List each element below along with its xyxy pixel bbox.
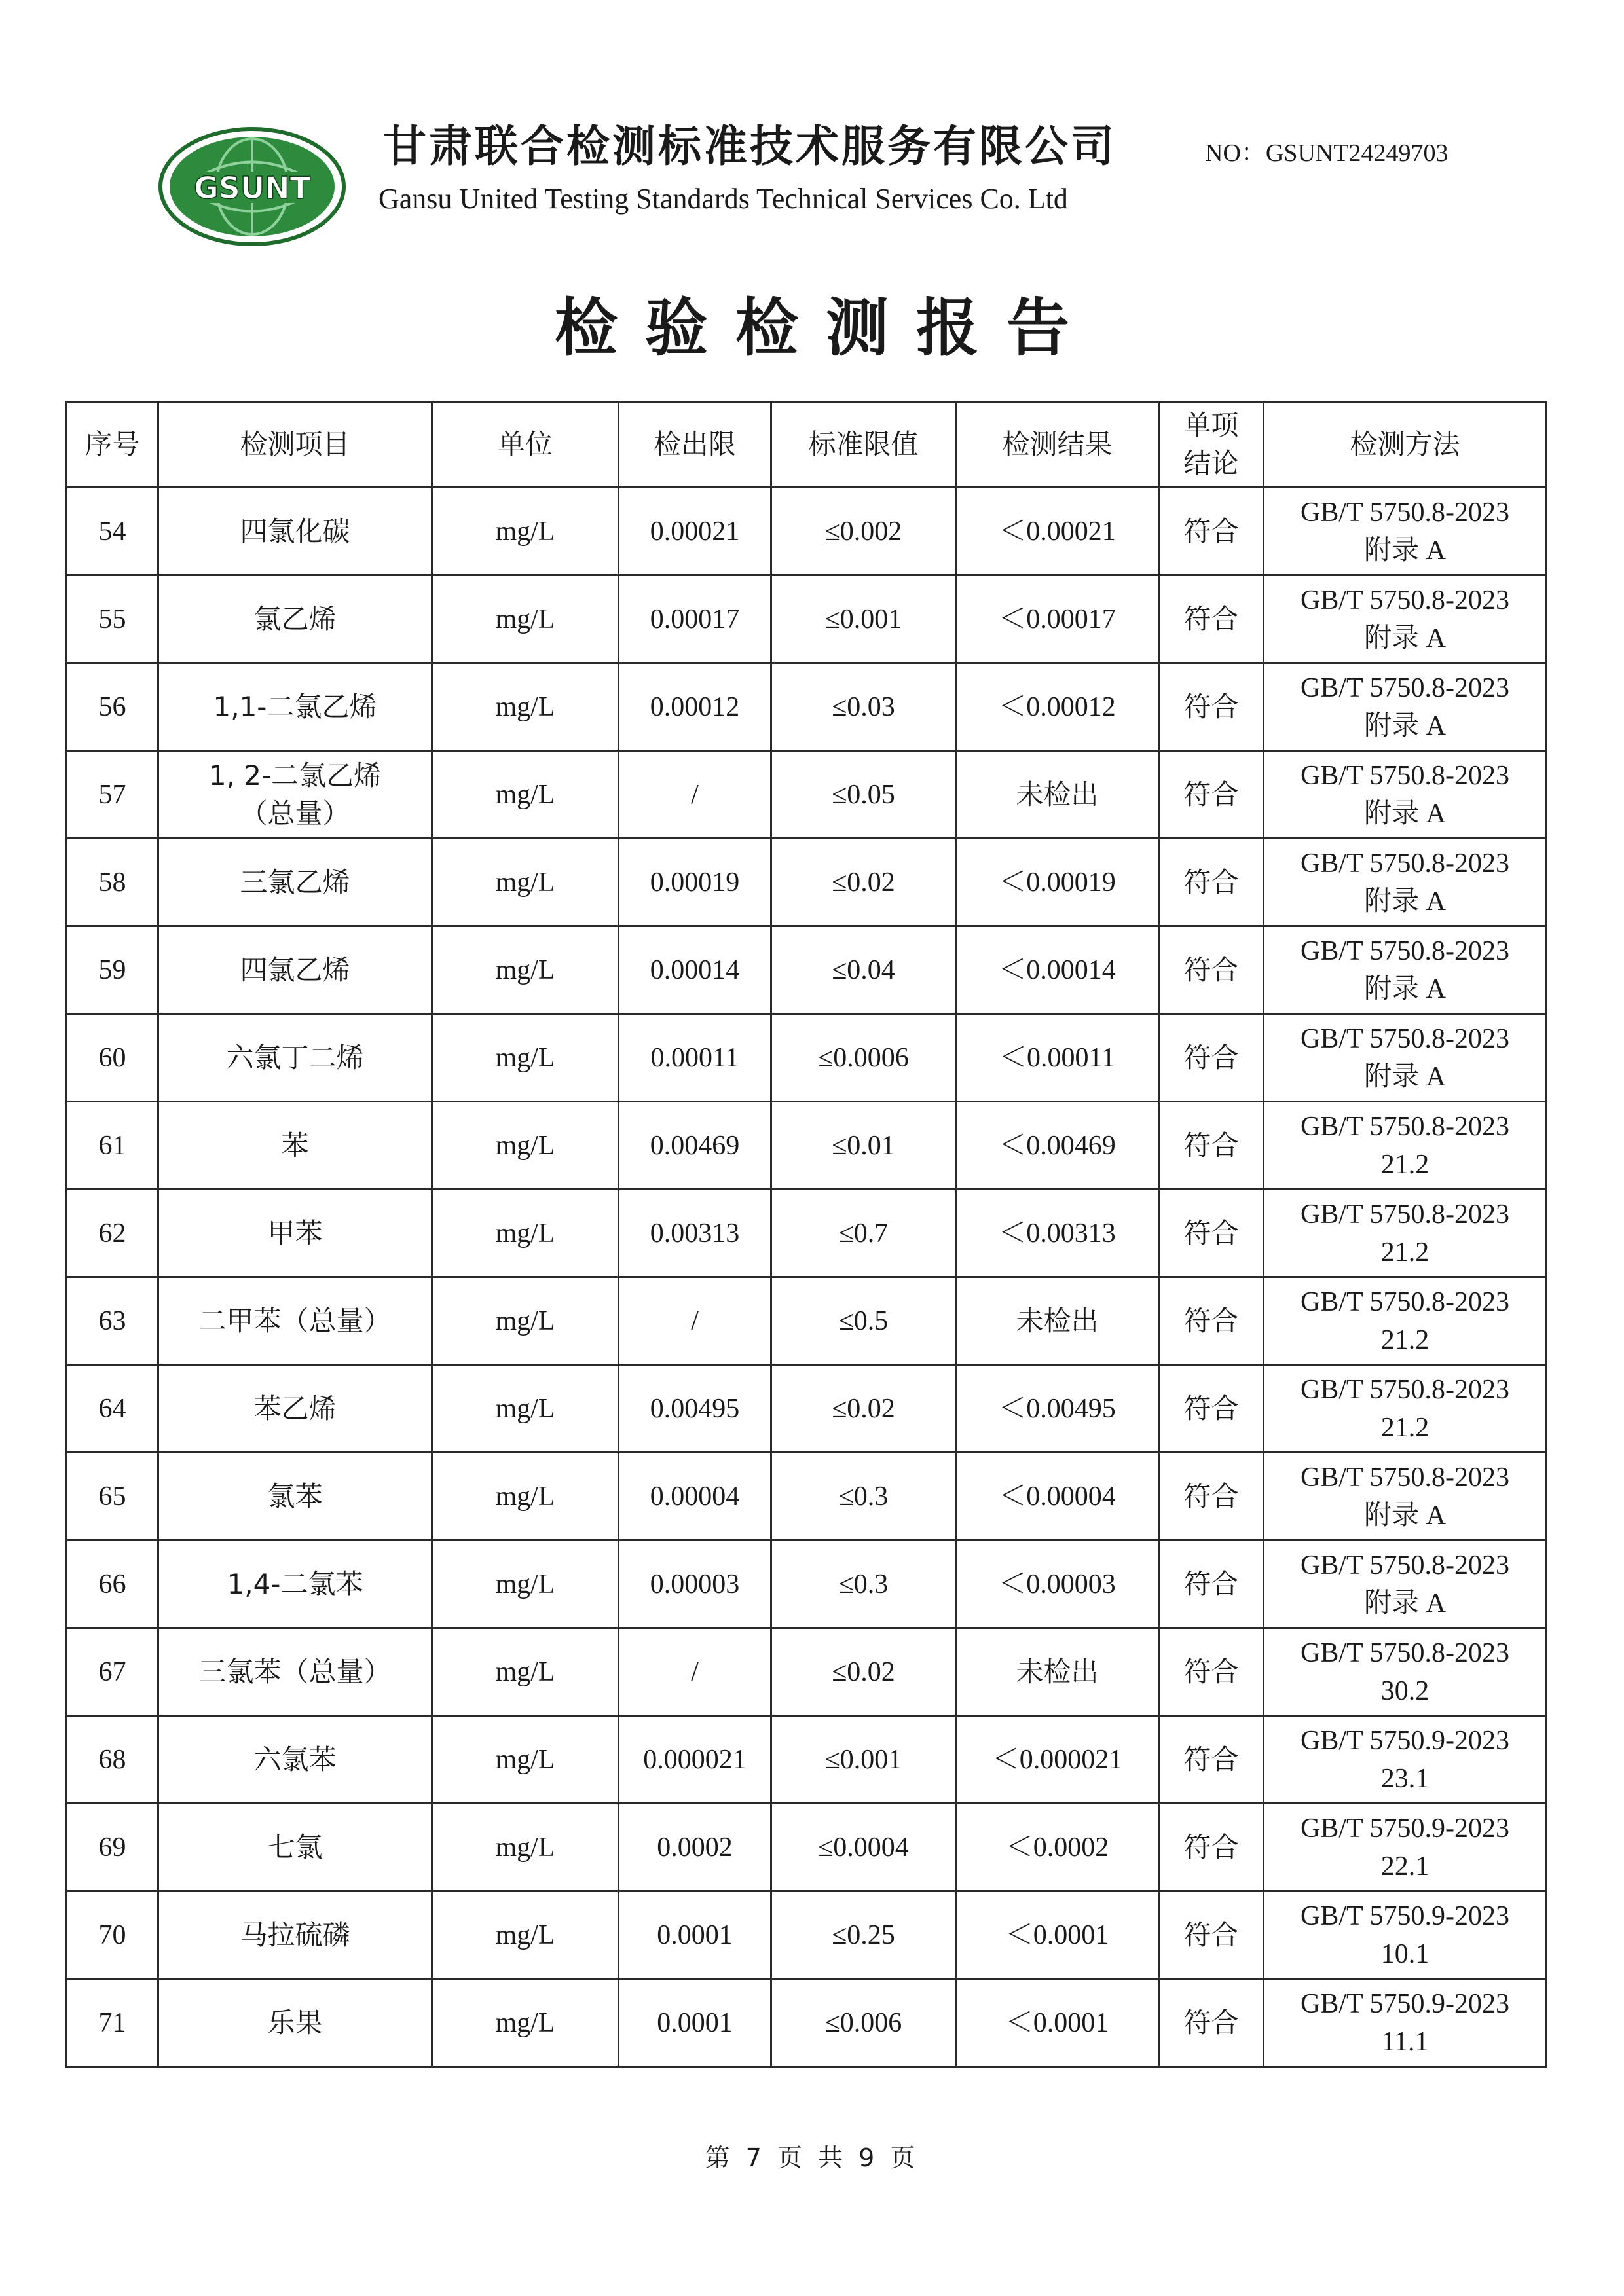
cell-no: 61 bbox=[67, 1102, 158, 1190]
table-row bbox=[67, 1365, 1547, 1453]
cell-method bbox=[1264, 1453, 1547, 1540]
cell-method bbox=[1264, 751, 1547, 839]
cell-limit: ≤0.006 bbox=[771, 1979, 956, 2067]
cell-limit: ≤0.02 bbox=[771, 1365, 956, 1453]
cell-unit: mg/L bbox=[432, 1014, 619, 1102]
cell-result: ＜0.00469 bbox=[956, 1102, 1159, 1190]
cell-verdict: 符合 bbox=[1159, 926, 1264, 1014]
method-clause: 附录 A bbox=[1364, 1500, 1446, 1531]
header-col-lod: 检出限 bbox=[619, 402, 771, 488]
table-row bbox=[67, 1014, 1547, 1102]
cell-limit: ≤0.0004 bbox=[771, 1804, 956, 1891]
cell-verdict: 符合 bbox=[1159, 1453, 1264, 1540]
company-name-cn: 甘肃联合检测标准技术服务有限公司 bbox=[383, 121, 1116, 172]
cell-unit: mg/L bbox=[432, 1453, 619, 1540]
method-clause: 22.1 bbox=[1380, 1851, 1430, 1882]
method-clause: 11.1 bbox=[1381, 2026, 1429, 2057]
cell-result: ＜0.00495 bbox=[956, 1365, 1159, 1453]
cell-unit: mg/L bbox=[432, 1979, 619, 2067]
method-standard: GB/T 5750.8-2023 bbox=[1301, 1462, 1509, 1493]
logo-text: GSUNT bbox=[193, 170, 311, 206]
method-standard: GB/T 5750.8-2023 bbox=[1301, 1023, 1509, 1054]
cell-result: ＜0.00014 bbox=[956, 926, 1159, 1014]
cell-limit: ≤0.001 bbox=[771, 1716, 956, 1804]
header-col-result: 检测结果 bbox=[956, 402, 1159, 488]
cell-limit: ≤0.25 bbox=[771, 1891, 956, 1979]
method-standard: GB/T 5750.8-2023 bbox=[1301, 672, 1509, 703]
cell-unit: mg/L bbox=[432, 839, 619, 926]
cell-item: 二甲苯（总量） bbox=[158, 1277, 432, 1365]
method-standard: GB/T 5750.8-2023 bbox=[1301, 1286, 1509, 1317]
cell-method bbox=[1264, 1628, 1547, 1716]
cell-unit: mg/L bbox=[432, 926, 619, 1014]
cell-method bbox=[1264, 926, 1547, 1014]
cell-result: ＜0.0002 bbox=[956, 1804, 1159, 1891]
cell-no: 65 bbox=[67, 1453, 158, 1540]
cell-unit: mg/L bbox=[432, 575, 619, 663]
table-row bbox=[67, 1628, 1547, 1716]
cell-lod: / bbox=[619, 1628, 771, 1716]
table-row bbox=[67, 751, 1547, 839]
cell-no: 71 bbox=[67, 1979, 158, 2067]
cell-verdict: 符合 bbox=[1159, 1716, 1264, 1804]
table-header-row bbox=[67, 402, 1547, 488]
cell-result: ＜0.00012 bbox=[956, 663, 1159, 751]
method-standard: GB/T 5750.8-2023 bbox=[1301, 1111, 1509, 1142]
cell-no: 57 bbox=[67, 751, 158, 839]
cell-unit: mg/L bbox=[432, 1716, 619, 1804]
table-row bbox=[67, 926, 1547, 1014]
cell-lod: 0.0001 bbox=[619, 1891, 771, 1979]
cell-unit: mg/L bbox=[432, 751, 619, 839]
method-clause: 23.1 bbox=[1380, 1763, 1430, 1794]
cell-lod: 0.00004 bbox=[619, 1453, 771, 1540]
cell-limit: ≤0.0006 bbox=[771, 1014, 956, 1102]
method-clause: 30.2 bbox=[1380, 1675, 1430, 1706]
cell-unit: mg/L bbox=[432, 1365, 619, 1453]
cell-lod: / bbox=[619, 751, 771, 839]
cell-no: 69 bbox=[67, 1804, 158, 1891]
cell-item: 氯乙烯 bbox=[158, 575, 432, 663]
method-clause: 附录 A bbox=[1364, 535, 1446, 566]
cell-limit: ≤0.01 bbox=[771, 1102, 956, 1190]
cell-unit: mg/L bbox=[432, 1891, 619, 1979]
table-row bbox=[67, 839, 1547, 926]
report-header bbox=[157, 105, 1532, 262]
cell-item: 三氯乙烯 bbox=[158, 839, 432, 926]
cell-method bbox=[1264, 488, 1547, 575]
header-col-no: 序号 bbox=[67, 402, 158, 488]
cell-verdict: 符合 bbox=[1159, 663, 1264, 751]
cell-lod: 0.00019 bbox=[619, 839, 771, 926]
cell-verdict: 符合 bbox=[1159, 1979, 1264, 2067]
company-name-en: Gansu United Testing Standards Technical Services Co. Ltd bbox=[378, 183, 1068, 215]
cell-result: ＜0.00003 bbox=[956, 1540, 1159, 1628]
cell-method bbox=[1264, 839, 1547, 926]
cell-limit: ≤0.3 bbox=[771, 1453, 956, 1540]
cell-item: 苯 bbox=[158, 1102, 432, 1190]
cell-result: ＜0.00011 bbox=[956, 1014, 1159, 1102]
cell-result: ＜0.0001 bbox=[956, 1891, 1159, 1979]
cell-limit: ≤0.04 bbox=[771, 926, 956, 1014]
report-title: 检验检测报告 bbox=[555, 291, 1097, 365]
header-col-verdict: 单项 结论 bbox=[1159, 402, 1264, 488]
cell-lod: 0.0002 bbox=[619, 1804, 771, 1891]
cell-unit: mg/L bbox=[432, 1628, 619, 1716]
cell-method bbox=[1264, 663, 1547, 751]
cell-no: 56 bbox=[67, 663, 158, 751]
method-clause: 附录 A bbox=[1364, 623, 1446, 653]
cell-verdict: 符合 bbox=[1159, 1365, 1264, 1453]
cell-no: 64 bbox=[67, 1365, 158, 1453]
cell-verdict: 符合 bbox=[1159, 1628, 1264, 1716]
method-clause: 21.2 bbox=[1380, 1149, 1430, 1180]
cell-limit: ≤0.002 bbox=[771, 488, 956, 575]
method-standard: GB/T 5750.8-2023 bbox=[1301, 1637, 1509, 1668]
cell-item: 七氯 bbox=[158, 1804, 432, 1891]
cell-unit: mg/L bbox=[432, 663, 619, 751]
method-clause: 10.1 bbox=[1380, 1939, 1430, 1969]
cell-no: 63 bbox=[67, 1277, 158, 1365]
method-clause: 附录 A bbox=[1364, 886, 1446, 917]
cell-limit: ≤0.02 bbox=[771, 1628, 956, 1716]
cell-result: ＜0.0001 bbox=[956, 1979, 1159, 2067]
table-row bbox=[67, 488, 1547, 575]
cell-verdict: 符合 bbox=[1159, 488, 1264, 575]
method-standard: GB/T 5750.9-2023 bbox=[1301, 1813, 1509, 1844]
cell-method bbox=[1264, 1014, 1547, 1102]
method-clause: 附录 A bbox=[1364, 798, 1446, 829]
cell-limit: ≤0.3 bbox=[771, 1540, 956, 1628]
table-row bbox=[67, 1453, 1547, 1540]
cell-verdict: 符合 bbox=[1159, 839, 1264, 926]
cell-result: ＜0.00313 bbox=[956, 1190, 1159, 1277]
results-table bbox=[65, 401, 1547, 2068]
cell-method bbox=[1264, 1102, 1547, 1190]
cell-no: 67 bbox=[67, 1628, 158, 1716]
cell-lod: / bbox=[619, 1277, 771, 1365]
cell-item: 甲苯 bbox=[158, 1190, 432, 1277]
cell-item: 四氯乙烯 bbox=[158, 926, 432, 1014]
cell-method bbox=[1264, 1979, 1547, 2067]
cell-unit: mg/L bbox=[432, 1540, 619, 1628]
method-clause: 附录 A bbox=[1364, 974, 1446, 1004]
cell-limit: ≤0.001 bbox=[771, 575, 956, 663]
method-standard: GB/T 5750.8-2023 bbox=[1301, 1550, 1509, 1580]
cell-lod: 0.00003 bbox=[619, 1540, 771, 1628]
method-clause: 附录 A bbox=[1364, 710, 1446, 741]
cell-lod: 0.00313 bbox=[619, 1190, 771, 1277]
cell-unit: mg/L bbox=[432, 488, 619, 575]
cell-unit: mg/L bbox=[432, 1102, 619, 1190]
cell-result: ＜0.00019 bbox=[956, 839, 1159, 926]
cell-item: 六氯丁二烯 bbox=[158, 1014, 432, 1102]
table-row bbox=[67, 1716, 1547, 1804]
method-standard: GB/T 5750.9-2023 bbox=[1301, 1988, 1509, 2019]
report-number: NO：GSUNT24249703 bbox=[1205, 139, 1449, 167]
table-row bbox=[67, 1102, 1547, 1190]
cell-method bbox=[1264, 1891, 1547, 1979]
cell-lod: 0.000021 bbox=[619, 1716, 771, 1804]
cell-item: 1, 2-二氯乙烯 （总量） bbox=[158, 751, 432, 839]
cell-limit: ≤0.7 bbox=[771, 1190, 956, 1277]
cell-no: 55 bbox=[67, 575, 158, 663]
header-col-limit: 标准限值 bbox=[771, 402, 956, 488]
header-col-item: 检测项目 bbox=[158, 402, 432, 488]
method-standard: GB/T 5750.8-2023 bbox=[1301, 585, 1509, 615]
table-row bbox=[67, 663, 1547, 751]
cell-item: 1,4-二氯苯 bbox=[158, 1540, 432, 1628]
cell-no: 58 bbox=[67, 839, 158, 926]
cell-item: 1,1-二氯乙烯 bbox=[158, 663, 432, 751]
cell-verdict: 符合 bbox=[1159, 1190, 1264, 1277]
method-standard: GB/T 5750.8-2023 bbox=[1301, 760, 1509, 791]
cell-result: ＜0.00021 bbox=[956, 488, 1159, 575]
company-logo bbox=[157, 124, 347, 249]
cell-limit: ≤0.03 bbox=[771, 663, 956, 751]
cell-item: 三氯苯（总量） bbox=[158, 1628, 432, 1716]
cell-lod: 0.00017 bbox=[619, 575, 771, 663]
cell-lod: 0.00014 bbox=[619, 926, 771, 1014]
cell-unit: mg/L bbox=[432, 1277, 619, 1365]
cell-unit: mg/L bbox=[432, 1190, 619, 1277]
cell-verdict: 符合 bbox=[1159, 1014, 1264, 1102]
method-clause: 21.2 bbox=[1380, 1324, 1430, 1355]
method-clause: 21.2 bbox=[1380, 1412, 1430, 1443]
cell-verdict: 符合 bbox=[1159, 1891, 1264, 1979]
cell-lod: 0.00469 bbox=[619, 1102, 771, 1190]
cell-limit: ≤0.5 bbox=[771, 1277, 956, 1365]
header-col-unit: 单位 bbox=[432, 402, 619, 488]
cell-item: 乐果 bbox=[158, 1979, 432, 2067]
method-standard: GB/T 5750.8-2023 bbox=[1301, 1199, 1509, 1230]
header-col-method: 检测方法 bbox=[1264, 402, 1547, 488]
cell-lod: 0.00495 bbox=[619, 1365, 771, 1453]
cell-item: 四氯化碳 bbox=[158, 488, 432, 575]
cell-method bbox=[1264, 1190, 1547, 1277]
method-standard: GB/T 5750.9-2023 bbox=[1301, 1901, 1509, 1931]
cell-no: 68 bbox=[67, 1716, 158, 1804]
method-standard: GB/T 5750.8-2023 bbox=[1301, 936, 1509, 966]
cell-no: 59 bbox=[67, 926, 158, 1014]
cell-result: ＜0.00004 bbox=[956, 1453, 1159, 1540]
cell-item: 氯苯 bbox=[158, 1453, 432, 1540]
method-standard: GB/T 5750.8-2023 bbox=[1301, 497, 1509, 528]
method-clause: 附录 A bbox=[1364, 1061, 1446, 1092]
cell-item: 苯乙烯 bbox=[158, 1365, 432, 1453]
cell-result: ＜0.000021 bbox=[956, 1716, 1159, 1804]
method-standard: GB/T 5750.8-2023 bbox=[1301, 848, 1509, 879]
page-number: 第 7 页 共 9 页 bbox=[705, 2143, 919, 2172]
cell-verdict: 符合 bbox=[1159, 1540, 1264, 1628]
table-row bbox=[67, 575, 1547, 663]
table-row bbox=[67, 1891, 1547, 1979]
cell-no: 62 bbox=[67, 1190, 158, 1277]
cell-limit: ≤0.05 bbox=[771, 751, 956, 839]
cell-verdict: 符合 bbox=[1159, 1804, 1264, 1891]
cell-result: 未检出 bbox=[956, 1277, 1159, 1365]
cell-unit: mg/L bbox=[432, 1804, 619, 1891]
cell-verdict: 符合 bbox=[1159, 1102, 1264, 1190]
cell-method bbox=[1264, 1277, 1547, 1365]
cell-limit: ≤0.02 bbox=[771, 839, 956, 926]
cell-no: 70 bbox=[67, 1891, 158, 1979]
table-row bbox=[67, 1277, 1547, 1365]
method-clause: 附录 A bbox=[1364, 1588, 1446, 1618]
cell-lod: 0.00012 bbox=[619, 663, 771, 751]
cell-item: 马拉硫磷 bbox=[158, 1891, 432, 1979]
cell-verdict: 符合 bbox=[1159, 1277, 1264, 1365]
cell-method bbox=[1264, 1804, 1547, 1891]
cell-result: 未检出 bbox=[956, 751, 1159, 839]
cell-no: 60 bbox=[67, 1014, 158, 1102]
cell-lod: 0.0001 bbox=[619, 1979, 771, 2067]
cell-method bbox=[1264, 1716, 1547, 1804]
method-clause: 21.2 bbox=[1380, 1237, 1430, 1267]
method-standard: GB/T 5750.9-2023 bbox=[1301, 1725, 1509, 1756]
cell-verdict: 符合 bbox=[1159, 751, 1264, 839]
method-standard: GB/T 5750.8-2023 bbox=[1301, 1374, 1509, 1405]
cell-method bbox=[1264, 1540, 1547, 1628]
table-row bbox=[67, 1804, 1547, 1891]
table-row bbox=[67, 1190, 1547, 1277]
cell-result: ＜0.00017 bbox=[956, 575, 1159, 663]
cell-method bbox=[1264, 575, 1547, 663]
cell-no: 54 bbox=[67, 488, 158, 575]
cell-lod: 0.00011 bbox=[619, 1014, 771, 1102]
cell-verdict: 符合 bbox=[1159, 575, 1264, 663]
cell-no: 66 bbox=[67, 1540, 158, 1628]
cell-method bbox=[1264, 1365, 1547, 1453]
cell-result: 未检出 bbox=[956, 1628, 1159, 1716]
cell-lod: 0.00021 bbox=[619, 488, 771, 575]
table-row bbox=[67, 1979, 1547, 2067]
table-body bbox=[67, 488, 1547, 2067]
cell-item: 六氯苯 bbox=[158, 1716, 432, 1804]
table-row bbox=[67, 1540, 1547, 1628]
